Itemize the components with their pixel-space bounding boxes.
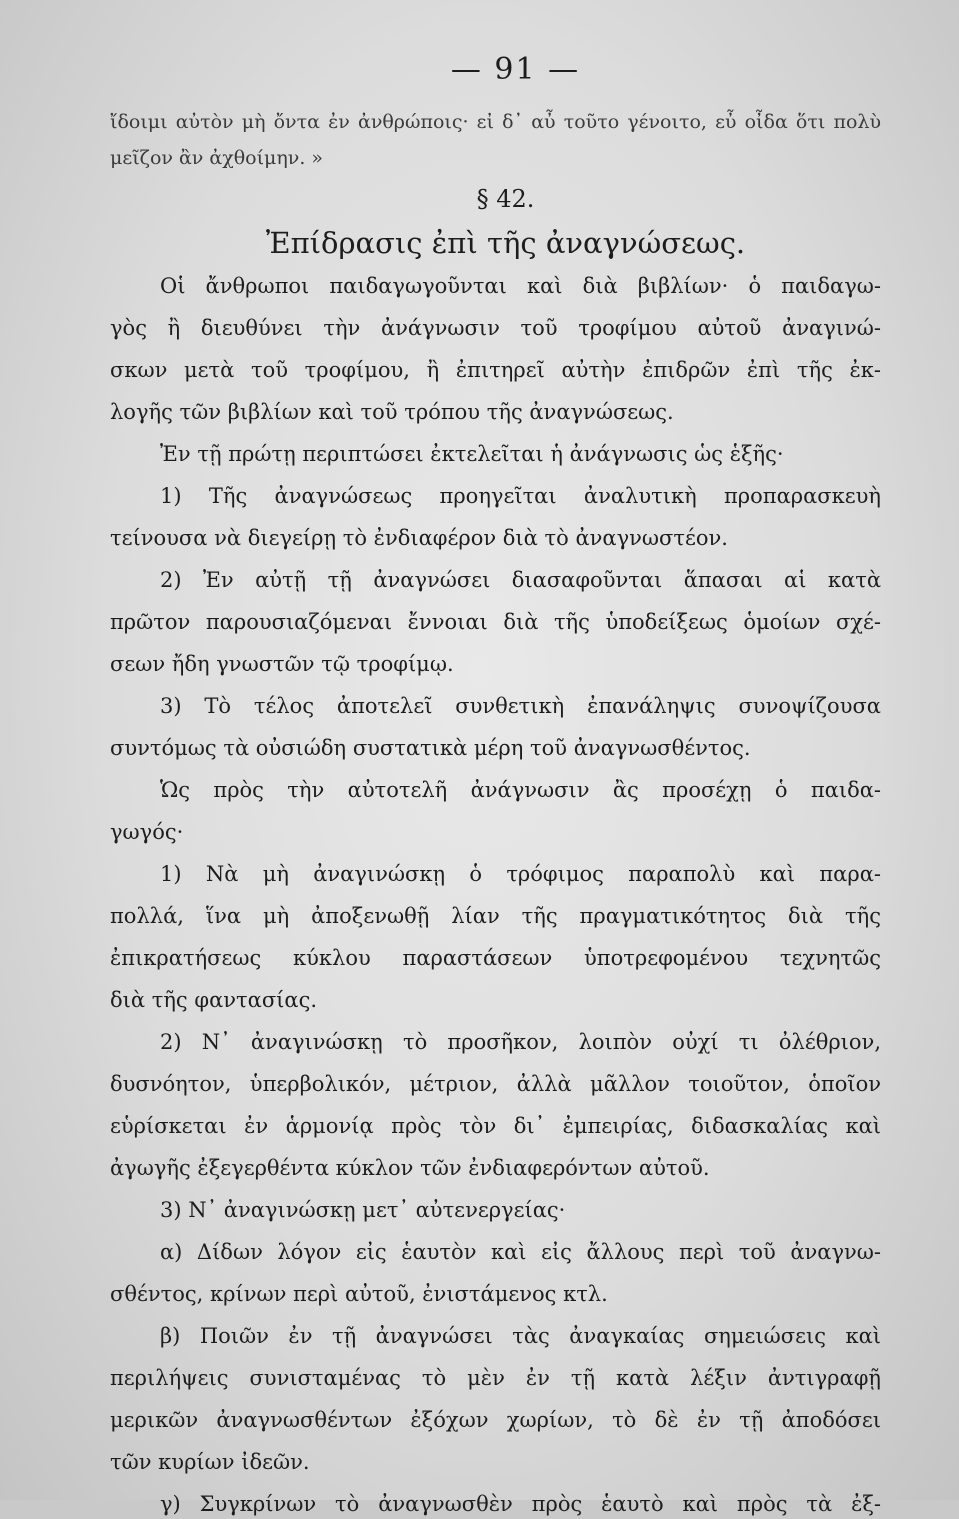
- text-line: συντόμως τὰ οὐσιώδη συστατικὰ μέρη τοῦ ἀναγνωσθέντος.: [110, 736, 751, 760]
- page-number: — 91 —: [450, 52, 581, 87]
- text-line: 3) Τὸ τέλος ἀποτελεῖ συνθετικὴ ἐπανάληψις συνοψίζουσα: [160, 694, 881, 718]
- text-line: Ἐν τῇ πρώτῃ περιπτώσει ἐκτελεῖται ἡ ἀνάγνωσις ὡς ἑξῆς·: [160, 442, 784, 466]
- carryover-text: [110, 107, 881, 173]
- text-line: μεῖζον ἂν ἀχθοίμην. »: [110, 147, 324, 169]
- text-line: ἐπικρατήσεως κύκλου παραστάσεων ὑποτρεφομένου τεχνητῶς: [110, 946, 881, 970]
- text-line: ἴδοιμι αὐτὸν μὴ ὄντα ἐν ἀνθρώποις· εἰ δ᾽ αὖ τοῦτο γένοιτο, εὖ οἶδα ὅτι πολὺ: [110, 111, 881, 133]
- text-line: σκων μετὰ τοῦ τροφίμου, ἢ ἐπιτηρεῖ αὐτὴν ἐπιδρῶν ἐπὶ τῆς ἐκ-: [110, 358, 881, 382]
- section-number: § 42.: [476, 185, 535, 213]
- text-line: 2) Ἐν αὐτῇ τῇ ἀναγνώσει διασαφοῦνται ἅπασαι αἱ κατὰ: [160, 568, 881, 592]
- text-line: μερικῶν ἀναγνωσθέντων ἐξόχων χωρίων, τὸ δὲ ἐν τῇ ἀποδόσει: [110, 1408, 881, 1432]
- text-line: πρῶτον παρουσιαζόμεναι ἔννοιαι διὰ τῆς ὑποδείξεως ὁμοίων σχέ-: [110, 610, 881, 634]
- text-line: Ὡς πρὸς τὴν αὐτοτελῆ ἀνάγνωσιν ἂς προσέχῃ ὁ παιδα-: [160, 778, 881, 802]
- text-line: σεων ἤδη γνωστῶν τῷ τροφίμῳ.: [110, 652, 454, 676]
- text-line: τῶν κυρίων ἰδεῶν.: [110, 1450, 310, 1474]
- text-line: β) Ποιῶν ἐν τῇ ἀναγνώσει τὰς ἀναγκαίας σημειώσεις καὶ: [160, 1324, 881, 1348]
- text-line: Οἱ ἄνθρωποι παιδαγωγοῦνται καὶ διὰ βιβλίων· ὁ παιδαγω-: [160, 274, 881, 298]
- text-line: ἀγωγῆς ἐξεγερθέντα κύκλον τῶν ἐνδιαφερόντων αὐτοῦ.: [110, 1156, 710, 1180]
- text-line: δυσνόητον, ὑπερβολικόν, μέτριον, ἀλλὰ μᾶλλον τοιοῦτον, ὁποῖον: [110, 1072, 881, 1096]
- body-text: [110, 271, 881, 1519]
- text-line: 2) Ν᾽ ἀναγινώσκῃ τὸ προσῆκον, λοιπὸν οὐχί τι ὀλέθριον,: [160, 1030, 881, 1054]
- text-line: λογῆς τῶν βιβλίων καὶ τοῦ τρόπου τῆς ἀναγνώσεως.: [110, 400, 674, 424]
- text-line: πολλά, ἵνα μὴ ἀποξενωθῇ λίαν τῆς πραγματικότητος διὰ τῆς: [110, 904, 881, 928]
- text-line: διὰ τῆς φαντασίας.: [110, 988, 318, 1012]
- text-line: περιλήψεις συνισταμένας τὸ μὲν ἐν τῇ κατὰ λέξιν ἀντιγραφῇ: [110, 1366, 881, 1390]
- text-line: εὑρίσκεται ἐν ἁρμονίᾳ πρὸς τὸν δι᾽ ἐμπειρίας, διδασκαλίας καὶ: [110, 1114, 881, 1138]
- text-line: 1) Νὰ μὴ ἀναγινώσκῃ ὁ τρόφιμος παραπολὺ καὶ παρα-: [160, 862, 881, 886]
- section-title: Ἐπίδρασις ἐπὶ τῆς ἀναγνώσεως.: [265, 226, 746, 260]
- text-line: γωγός·: [110, 820, 184, 844]
- text-line: α) Δίδων λόγον εἰς ἑαυτὸν καὶ εἰς ἄλλους περὶ τοῦ ἀναγνω-: [160, 1240, 881, 1264]
- text-line: γ) Συγκρίνων τὸ ἀναγνωσθὲν πρὸς ἑαυτὸ καὶ πρὸς τὰ ἐξ-: [160, 1492, 881, 1516]
- text-line: τείνουσα νὰ διεγείρῃ τὸ ἐνδιαφέρον διὰ τὸ ἀναγνωστέον.: [110, 526, 728, 550]
- text-line: 1) Τῆς ἀναγνώσεως προηγεῖται ἀναλυτικὴ προπαρασκευὴ: [160, 484, 881, 508]
- text-line: 3) Ν᾽ ἀναγινώσκῃ μετ᾽ αὐτενεργείας·: [160, 1198, 566, 1222]
- text-line: γὸς ἢ διευθύνει τὴν ἀνάγνωσιν τοῦ τροφίμου αὐτοῦ ἀναγινώ-: [110, 316, 881, 340]
- text-line: σθέντος, κρίνων περὶ αὐτοῦ, ἐνιστάμενος κτλ.: [110, 1282, 608, 1306]
